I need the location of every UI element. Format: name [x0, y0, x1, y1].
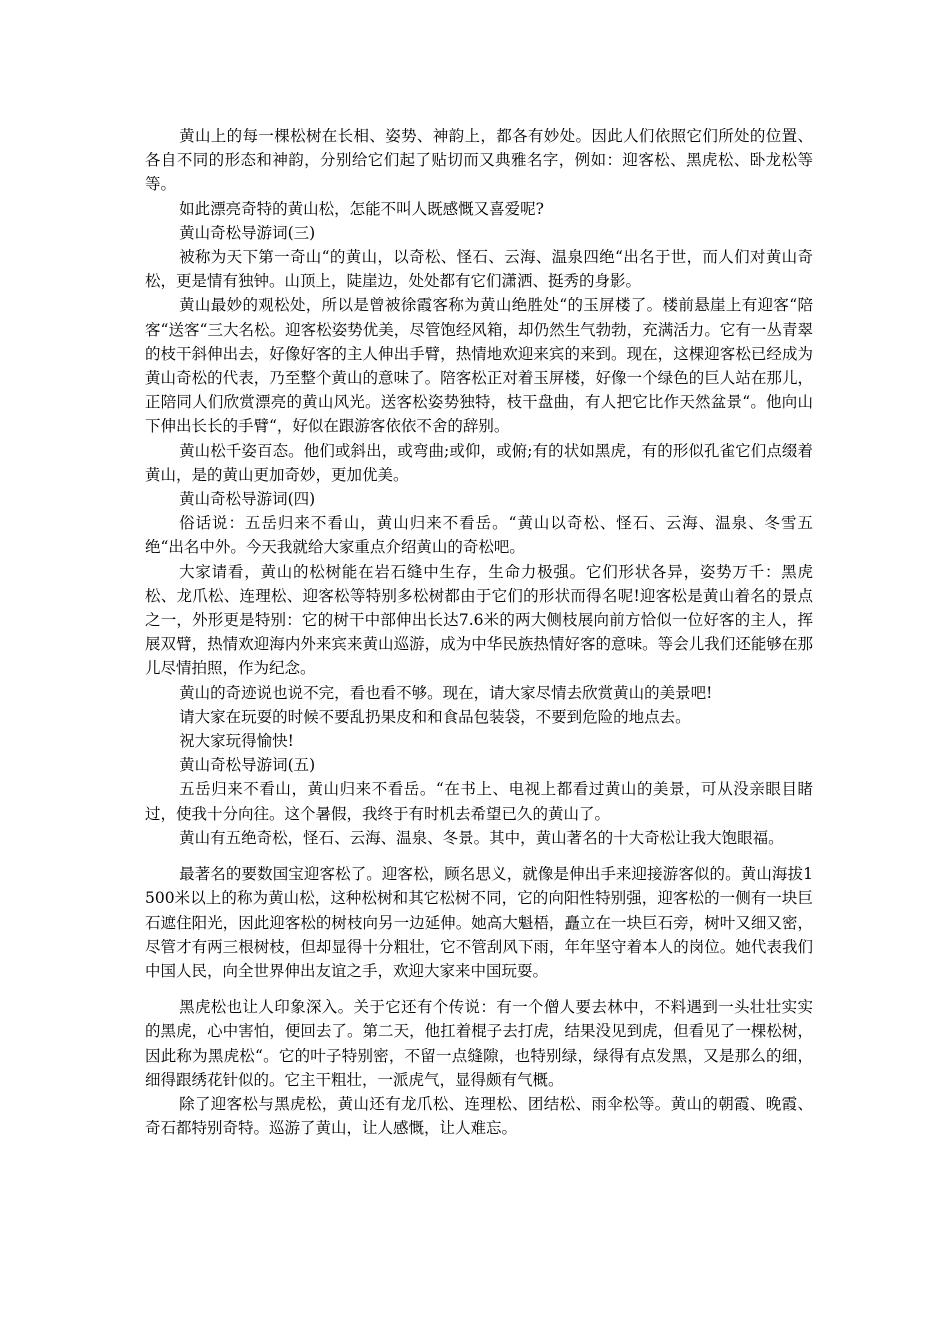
paragraph: 最著名的要数国宝迎客松了。迎客松，顾名思义，就像是伸出手来迎接游客似的。黄山海拔1500米以上的称为黄山松，这种松树和其它松树不同，它的向阳性特别强，迎客松的一侧有一块巨石遮住阳光，因此迎客松的树枝向另一边延伸。她高大魁梧，矗立在一块巨石旁，树叶又细又密，尽管才有两三根树枝，但却显得十分粗壮，它不管刮风下雨，年年坚守着本人的岗位。她代表我们中国人民，向全世界伸出友谊之手，欢迎大家来中国玩耍。 — [145, 865, 813, 980]
paragraph: 大家请看，黄山的松树能在岩石缝中生存，生命力极强。它们形状各异，姿势万千：黑虎松、龙爪松、连理松、迎客松等特别多松树都由于它们的形状而得名呢!迎客松是黄山着名的景点之一，外形更是特别：它的树干中部伸出长达7.6米的两大侧枝展向前方恰似一位好客的主人，挥展双臂，热情欢迎海内外来宾来黄山巡游，成为中华民族热情好客的意味。等会儿我们还能够在那儿尽情拍照，作为纪念。 — [145, 562, 813, 678]
section-heading: 黄山奇松导游词(四) — [179, 490, 316, 509]
paragraph: 被称为天下第一奇山“的黄山，以奇松、怪石、云海、温泉四绝“出名于世，而人们对黄山奇松，更是情有独钟。山顶上，陡崖边，处处都有它们潇洒、挺秀的身影。 — [145, 248, 813, 291]
paragraph: 黄山最妙的观松处，所以是曾被徐霞客称为黄山绝胜处“的玉屏楼了。楼前悬崖上有迎客“陪客“送客“三大名松。迎客松姿势优美，尽管饱经风箱，却仍然生气勃勃，充满活力。它有一丛青翠的枝干斜伸出去，好像好客的主人伸出手臂，热情地欢迎来宾的来到。现在，这棵迎客松已经成为黄山奇松的代表，乃至整个黄山的意味了。陪客松正对着玉屏楼，好像一个绿色的巨人站在那儿，正陪同人们欣赏漂亮的黄山风光。送客松姿势独特，枝干盘曲，有人把它比作天然盆景“。他向山下伸出长长的手臂“，好似在跟游客依依不舍的辞别。 — [145, 296, 813, 436]
paragraph: 如此漂亮奇特的黄山松，怎能不叫人既感慨又喜爱呢? — [179, 199, 544, 218]
paragraph: 黑虎松也让人印象深入。关于它还有个传说：有一个僧人要去林中，不料遇到一头壮壮实实的黑虎，心中害怕，便回去了。第二天，他扛着棍子去打虎，结果没见到虎，但看见了一棵松树，因此称为黑虎松“。它的叶子特别密，不留一点缝隙，也特别绿，绿得有点发黑，又是那么的细，细得跟绣花针似的。它主干粗壮，一派虎气，显得颇有气概。 — [145, 998, 813, 1089]
section-heading: 黄山奇松导游词(五) — [179, 756, 316, 775]
paragraph: 黄山的奇迹说也说不完，看也看不够。现在，请大家尽情去欣赏黄山的美景吧! — [179, 683, 713, 702]
section-heading: 黄山奇松导游词(三) — [179, 223, 316, 242]
paragraph: 俗话说：五岳归来不看山，黄山归来不看岳。“黄山以奇松、怪石、云海、温泉、冬雪五绝“出名中外。今天我就给大家重点介绍黄山的奇松吧。 — [145, 514, 813, 557]
paragraph: 请大家在玩耍的时候不要乱扔果皮和和食品包装袋，不要到危险的地点去。 — [179, 707, 691, 726]
paragraph: 五岳归来不看山，黄山归来不看岳。“在书上、电视上都看过黄山的美景，可从没亲眼目睹过，使我十分向往。这个暑假，我终于有时机去希望已久的黄山了。 — [145, 780, 813, 823]
paragraph: 黄山上的每一棵松树在长相、姿势、神韵上，都各有妙处。因此人们依照它们所处的位置、各自不同的形态和神韵，分别给它们起了贴切而又典雅名字，例如：迎客松、黑虎松、卧龙松等等。 — [145, 127, 813, 194]
paragraph: 祝大家玩得愉快! — [179, 732, 294, 751]
paragraph: 黄山有五绝奇松，怪石、云海、温泉、冬景。其中，黄山著名的十大奇松让我大饱眼福。 — [179, 828, 784, 847]
paragraph: 黄山松千姿百态。他们或斜出，或弯曲;或仰，或俯;有的状如黑虎，有的形似孔雀它们点缀着黄山，是的黄山更加奇妙，更加优美。 — [145, 441, 813, 484]
document-body — [145, 124, 813, 1140]
paragraph: 除了迎客松与黑虎松，黄山还有龙爪松、连理松、团结松、雨伞松等。黄山的朝霞、晚霞、奇石都特别奇特。巡游了黄山，让人感慨，让人难忘。 — [145, 1094, 813, 1138]
